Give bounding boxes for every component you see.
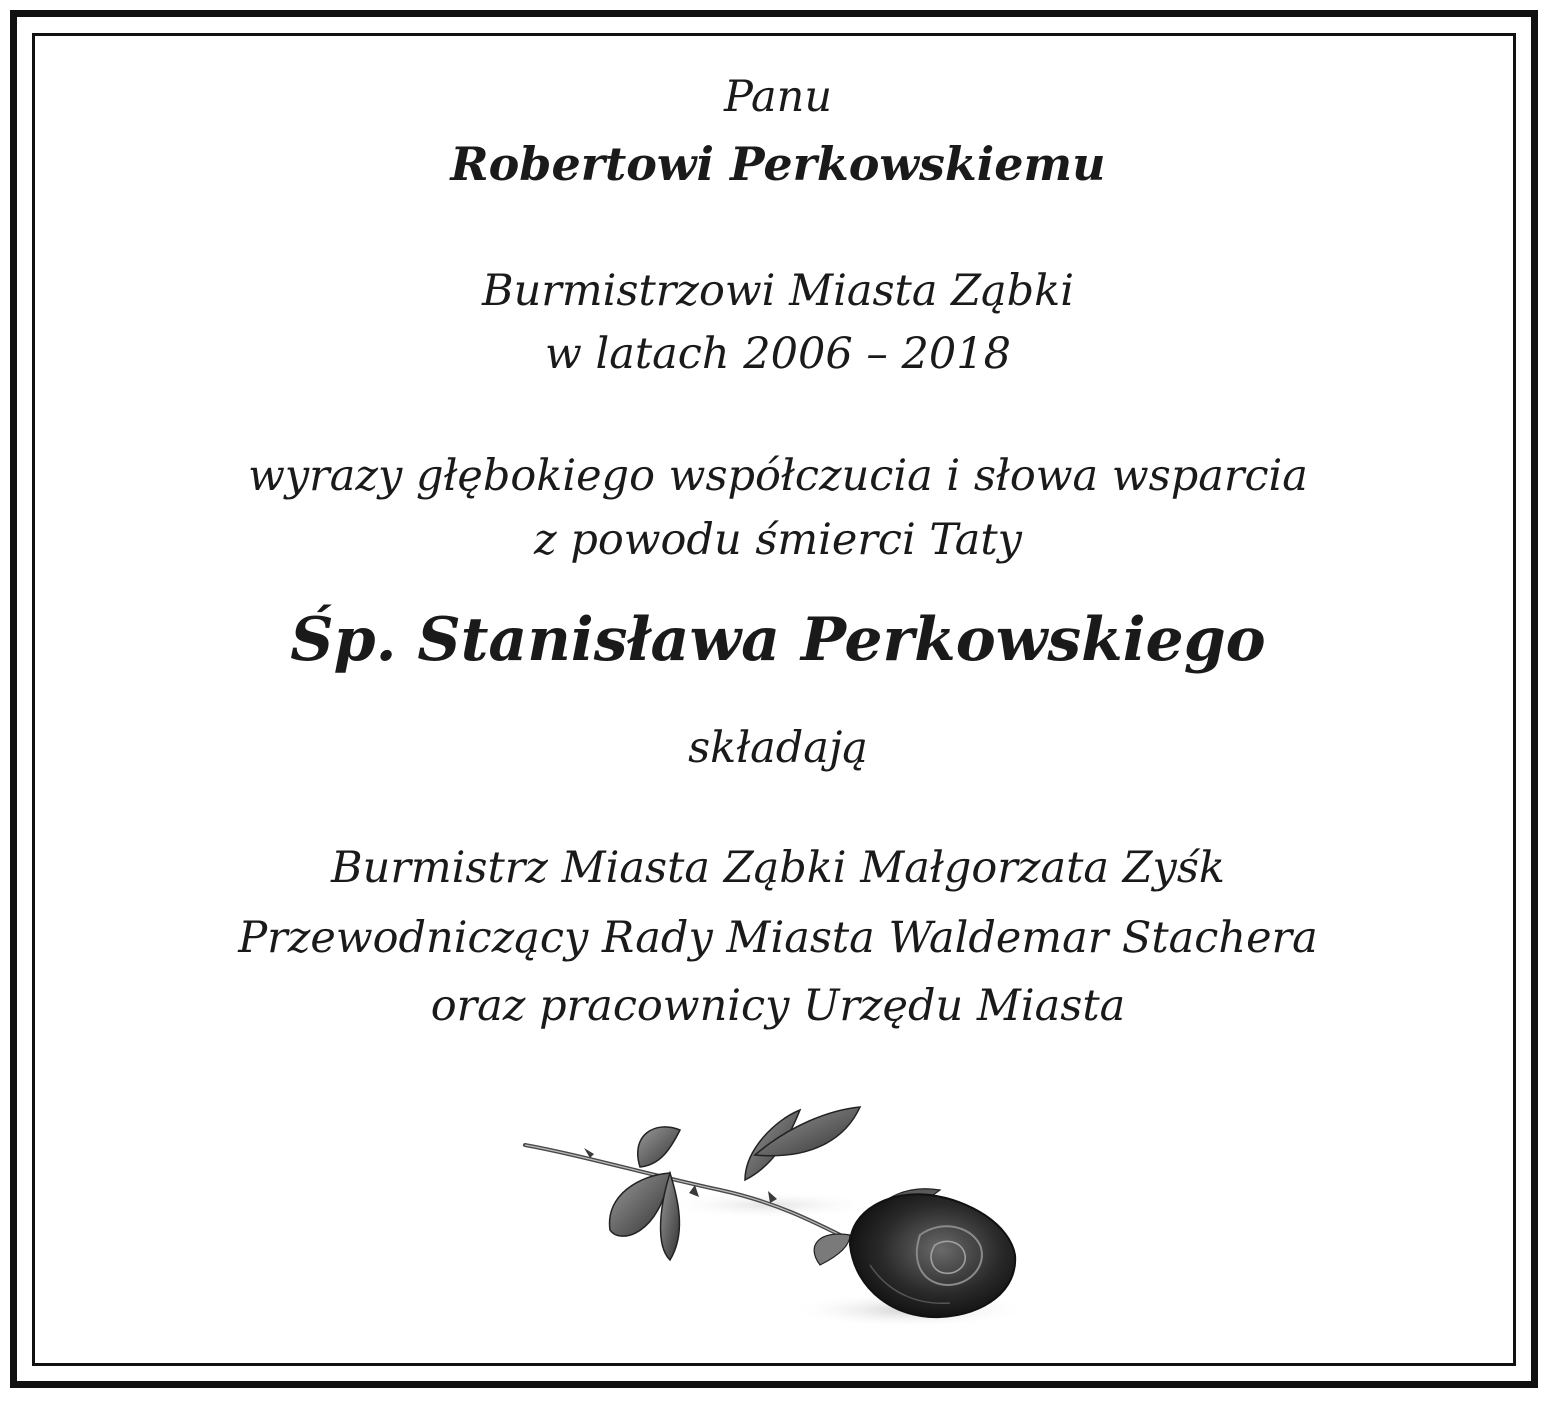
recipient-term: w latach 2006 – 2018 bbox=[545, 329, 1011, 379]
signatory-staff: oraz pracownicy Urzędu Miasta bbox=[430, 981, 1126, 1031]
verb-line: składają bbox=[688, 723, 868, 773]
recipient-role: Burmistrzowi Miasta Ząbki bbox=[482, 266, 1074, 316]
condolence-message: wyrazy głębokiego współczucia i słowa wsparcia bbox=[248, 451, 1308, 501]
deceased-name: Śp. Stanisława Perkowskiego bbox=[290, 605, 1266, 675]
rose-icon bbox=[520, 1095, 1030, 1335]
recipient-name: Robertowi Perkowskiemu bbox=[450, 137, 1106, 191]
condolence-reason: z powodu śmierci Taty bbox=[534, 515, 1022, 565]
salutation: Panu bbox=[723, 72, 833, 122]
signatory-council-chair: Przewodniczący Rady Miasta Waldemar Stachera bbox=[238, 913, 1318, 963]
signatory-mayor: Burmistrz Miasta Ząbki Małgorzata Zyśk bbox=[331, 843, 1225, 893]
